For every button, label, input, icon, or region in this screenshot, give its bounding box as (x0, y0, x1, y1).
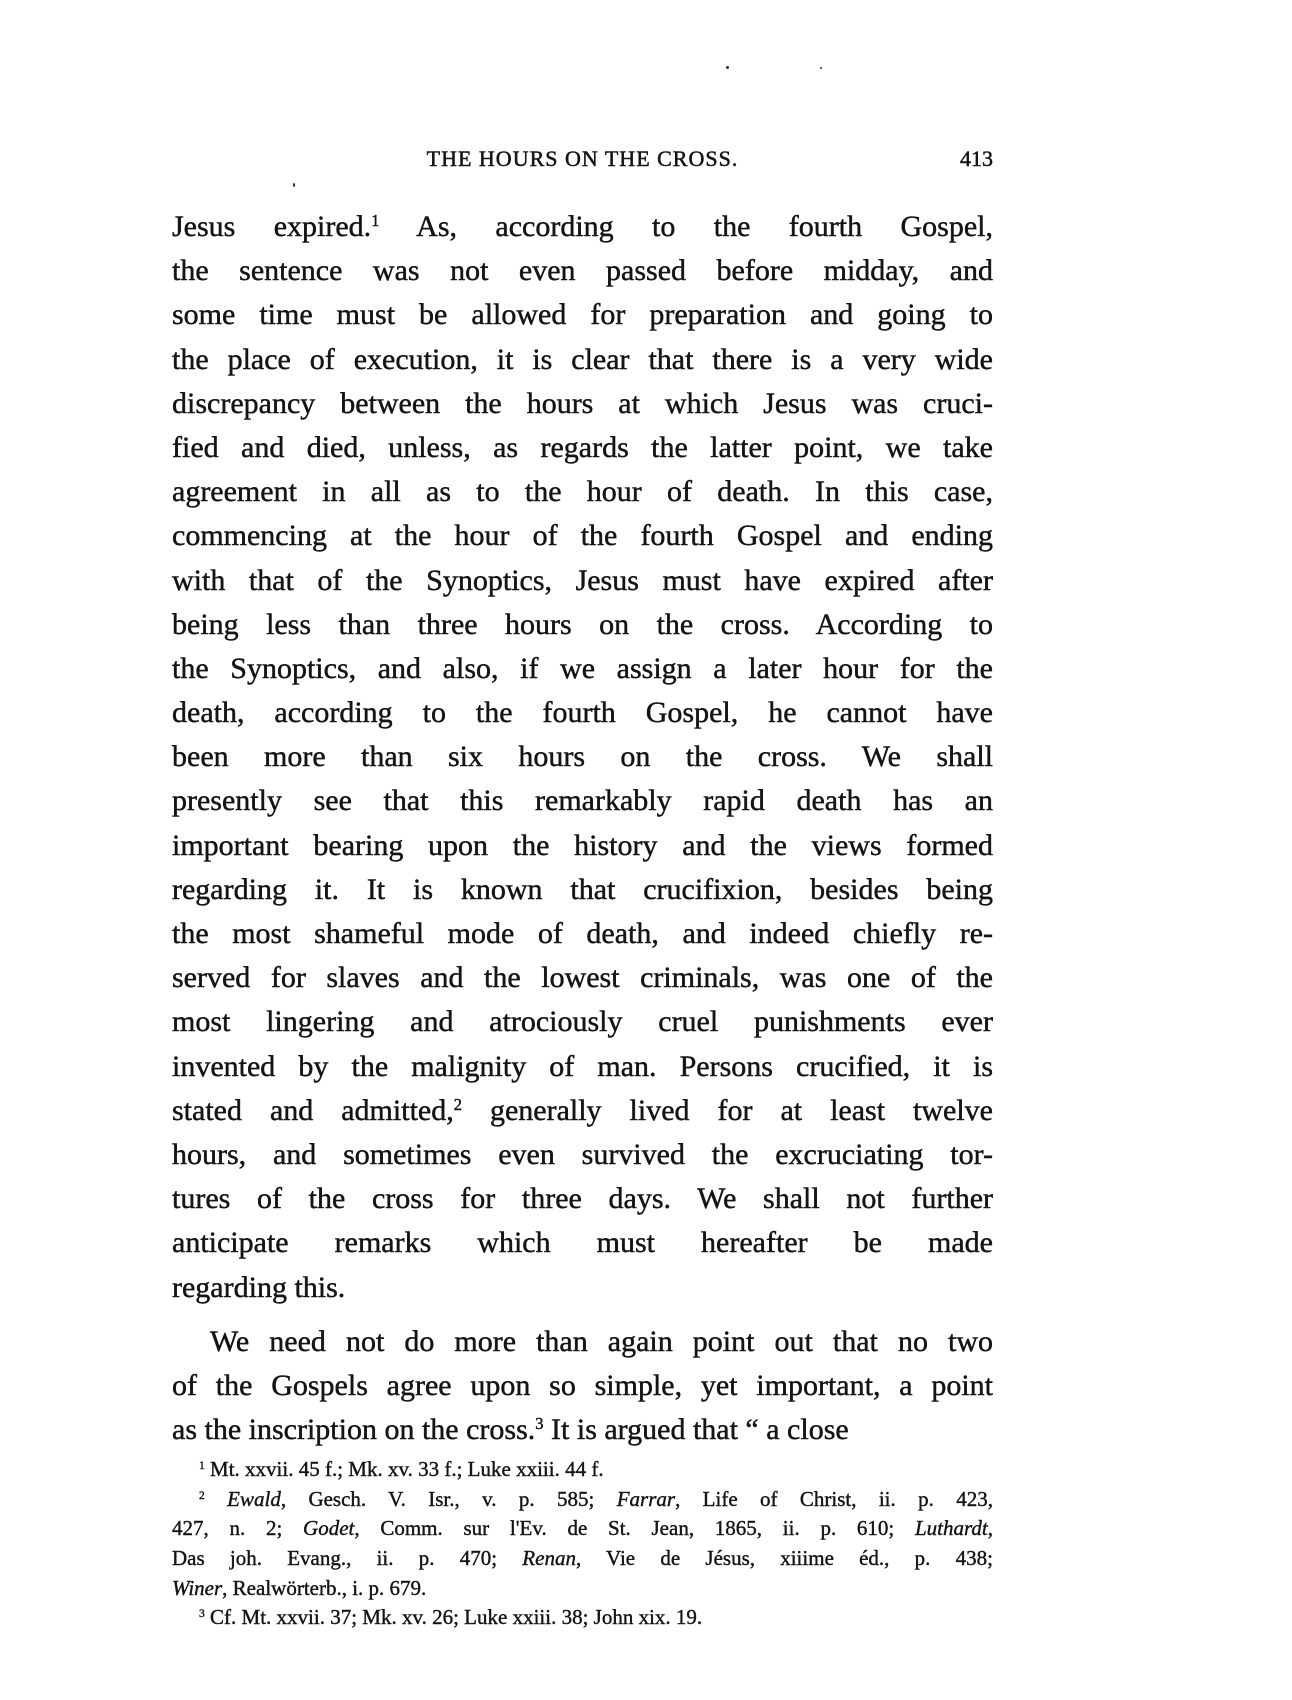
text-line (172, 470, 993, 514)
text-run: the place of execution, it is clear that there is a very wide (172, 342, 993, 376)
body-text (172, 205, 993, 1452)
footnote-marker: 3 (535, 1414, 544, 1434)
text-run: 427, n. 2; (172, 1516, 304, 1541)
text-run: As, according to the fourth Gospel, (379, 210, 994, 243)
text-line (172, 1485, 993, 1515)
italic-text: Farrar (616, 1486, 676, 1511)
text-run: agreement in all as to the hour of death. In this case, (172, 475, 993, 509)
text-run: being less than three hours on the cross. According to (172, 607, 993, 641)
text-run: We need not do more than again point out that no two (210, 1324, 993, 1358)
text-run: , (987, 1516, 993, 1541)
footnote-marker: 2 (453, 1094, 462, 1114)
italic-text: Winer (172, 1575, 223, 1600)
text-run: hours, and sometimes even survived the excruciating tor- (172, 1137, 993, 1171)
text-run: , Life of Christ, ii. p. 423, (675, 1486, 994, 1511)
text-line (172, 603, 993, 647)
text-run: tures of the cross for three days. We shall not further (172, 1182, 993, 1216)
text-run: , Realwörterb., i. p. 679. (222, 1575, 427, 1600)
text-run: the Synoptics, and also, if we assign a later hour for the (172, 651, 993, 685)
text-line (172, 1221, 993, 1265)
text-run: , Gesch. V. Isr., v. p. 585; (280, 1486, 617, 1511)
text-line (172, 1574, 993, 1604)
text-line (172, 647, 993, 691)
text-line (172, 559, 993, 603)
text-run: the most shameful mode of death, and indeed chiefly re- (172, 917, 993, 950)
text-run: presently see that this remarkably rapid death has an (172, 784, 993, 818)
text-line (172, 249, 993, 293)
text-line (172, 1603, 993, 1633)
text-line (172, 514, 993, 558)
text-line (172, 1320, 993, 1364)
text-line (172, 1266, 993, 1310)
footnote (172, 1603, 993, 1633)
text-line (172, 293, 993, 337)
text-line (172, 382, 993, 426)
text-run: Cf. Mt. xxvii. 37; Mk. xv. 26; Luke xxiii. 38; John xix. 19. (204, 1605, 703, 1630)
text-run: , Vie de Jésus, xiiime éd., p. 438; (575, 1546, 993, 1571)
footnote-marker: 1 (199, 1460, 205, 1473)
italic-text: Luthardt (915, 1516, 988, 1541)
scan-speck (293, 183, 295, 187)
text-run: the sentence was not even passed before midday, and (172, 254, 993, 288)
text-line (172, 956, 993, 1000)
scan-speck (820, 67, 822, 69)
text-run: stated and admitted, (172, 1093, 454, 1127)
text-line (172, 1408, 993, 1452)
text-line (172, 1364, 993, 1408)
footnote-marker: 3 (199, 1608, 205, 1621)
scan-speck (726, 66, 729, 69)
text-line (172, 1514, 993, 1544)
text-run: It is argued that “ a close (543, 1413, 849, 1447)
text-run: important bearing upon the history and the views formed (172, 828, 993, 862)
text-run (205, 1487, 227, 1511)
footnote-marker: 2 (199, 1489, 205, 1502)
text-line (172, 868, 993, 912)
text-run: death, according to the fourth Gospel, he cannot have (172, 696, 993, 730)
text-run: most lingering and atrociously cruel punishments ever (172, 1005, 993, 1039)
text-run: fied and died, unless, as regards the latter point, we take (172, 430, 993, 464)
text-run: served for slaves and the lowest criminals, was one of the (172, 961, 993, 995)
text-run: discrepancy between the hours at which Jesus was cruci- (172, 386, 993, 420)
italic-text: Ewald (227, 1486, 281, 1511)
footnote-marker: 1 (371, 211, 380, 231)
italic-text: Godet (303, 1516, 355, 1541)
footnote (172, 1455, 993, 1485)
text-run: generally lived for at least twelve (461, 1093, 993, 1127)
paragraph (172, 205, 993, 1310)
text-line (172, 338, 993, 382)
text-line (172, 1089, 993, 1133)
text-run: of the Gospels agree upon so simple, yet important, a point (172, 1368, 993, 1402)
text-line (172, 1544, 993, 1574)
text-line (172, 1000, 993, 1044)
running-title: THE HOURS ON THE CROSS. (426, 146, 739, 171)
text-run: Jesus expired. (172, 210, 372, 243)
text-line (172, 1045, 993, 1089)
text-line (172, 426, 993, 470)
italic-text: Renan (522, 1546, 576, 1571)
footnote (172, 1485, 993, 1604)
paragraph (172, 1320, 993, 1453)
footnotes (172, 1455, 993, 1633)
text-run: been more than six hours on the cross. We shall (172, 740, 993, 774)
text-line (172, 1133, 993, 1177)
text-run: commencing at the hour of the fourth Gospel and ending (172, 519, 993, 553)
text-run: , Comm. sur l'Ev. de St. Jean, 1865, ii. p. 610; (354, 1516, 915, 1541)
text-run: Mt. xxvii. 45 f.; Mk. xv. 33 f.; Luke xxiii. 44 f. (204, 1457, 604, 1481)
text-run: regarding it. It is known that crucifixion, besides being (172, 872, 993, 906)
page-number: 413 (960, 146, 993, 171)
text-line (172, 1455, 993, 1485)
text-line (172, 735, 993, 779)
text-line (172, 824, 993, 868)
text-run: regarding this. (172, 1270, 346, 1304)
text-line (172, 912, 993, 956)
text-line (172, 1177, 993, 1221)
text-line (172, 205, 993, 249)
text-run: some time must be allowed for preparation and going to (172, 298, 993, 332)
text-run: anticipate remarks which must hereafter be made (172, 1226, 993, 1260)
text-run: invented by the malignity of man. Persons crucified, it is (172, 1049, 993, 1083)
running-header (172, 146, 993, 176)
text-run: Das joh. Evang., ii. p. 470; (172, 1546, 523, 1571)
text-line (172, 779, 993, 823)
text-run: as the inscription on the cross. (172, 1413, 536, 1447)
text-line (172, 691, 993, 735)
text-run: with that of the Synoptics, Jesus must have expired after (172, 563, 993, 597)
